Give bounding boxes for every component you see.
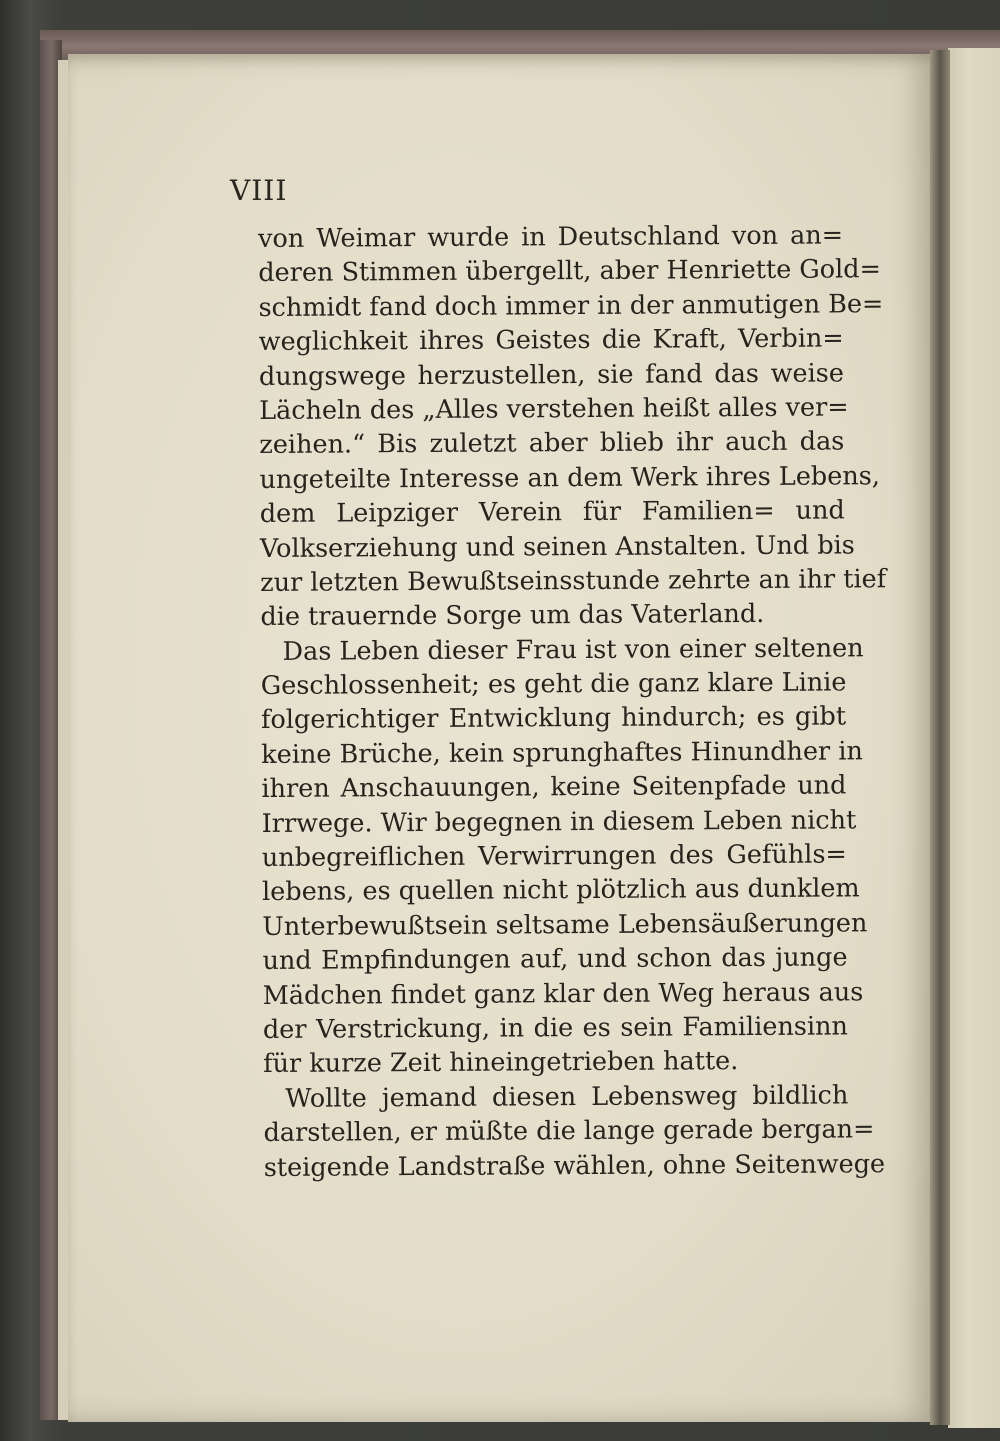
text-line: Unterbewußtsein seltsame Lebensäußerungen [262,908,868,942]
text-line: keine Brüche, kein sprunghaftes Hinundher in [261,736,863,770]
text-line: Volkserziehung und seinen Anstalten. Und bis [259,529,855,564]
text-line: zur letzten Bewußtseinsstunde zehrte an ihr tief [260,564,887,598]
facing-page-edge [948,48,1000,1428]
text-line: Lächeln des „Alles verstehen heißt alles ver= [259,392,849,426]
book-gutter [930,50,950,1425]
text-line: folgerichtiger Entwicklung hindurch; es gibt [260,701,847,736]
text-line: darstellen, er müßte die lange gerade bergan= [263,1114,875,1149]
text-line: Irrwege. Wir begegnen in diesem Leben nicht [261,804,857,839]
text-line: ungeteilte Interesse an dem Werk ihres Lebens, [259,460,880,495]
text-line: Mädchen findet ganz klar den Weg heraus aus [262,976,864,1011]
text-line: und Empfindungen auf, und schon das junge [262,942,848,977]
text-line: schmidt fand doch immer in der anmutigen Be= [258,288,884,323]
text-line: der Verstrickung, in die es sein Familiensinn [262,1011,849,1045]
text-line: die trauernde Sorge um das Vaterland. [260,599,765,633]
page-number: VIII [230,174,288,207]
text-line: unbegreiflichen Verwirrungen des Gefühls= [261,839,847,874]
text-line: ihren Anschauungen, keine Seitenpfade und [261,770,847,805]
text-line: Wollte jemand diesen Lebensweg bildlich [285,1080,849,1114]
text-line: weglichkeit ihres Geistes die Kraft, Verbin= [258,323,844,358]
paragraph-1 [258,218,887,634]
text-line: dem Leipziger Verein für Familien= und [259,495,845,530]
text-line: steigende Landstraße wählen, ohne Seitenwege [263,1148,886,1183]
text-line: Geschlossenheit; es geht die ganz klare Linie [260,667,847,702]
paragraph-2 [260,631,868,1082]
text-line: für kurze Zeit hineingetrieben hatte. [263,1046,739,1080]
page-body-text [258,218,887,1184]
text-line: lebens, es quellen nicht plötzlich aus dunklem [262,873,860,908]
text-line: dungswege herzustellen, sie fand das weise [258,357,845,392]
text-line: zeihen.“ Bis zuletzt aber blieb ihr auch das [259,426,845,461]
text-line: deren Stimmen übergellt, aber Henriette Gold= [258,254,882,289]
paragraph-3 [263,1078,886,1185]
text-line: Das Leben dieser Frau ist von einer seltenen [282,632,864,667]
text-line: von Weimar wurde in Deutschland von an= [258,220,844,254]
